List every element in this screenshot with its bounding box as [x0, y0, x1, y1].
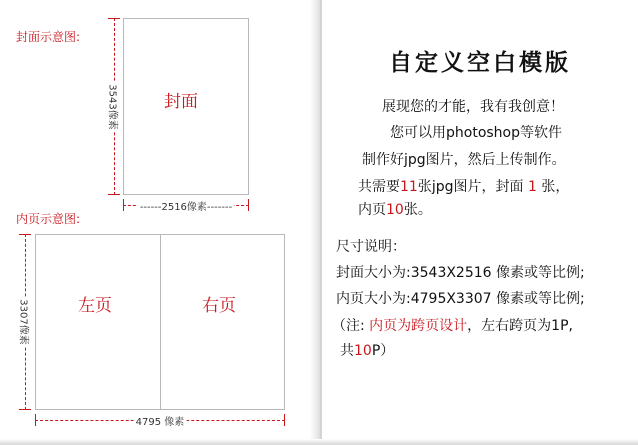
total-pages-line — [340, 340, 394, 360]
inner-right-page-text: 右页 — [202, 296, 236, 316]
note-line — [332, 315, 573, 335]
total-image-count: 11 — [400, 179, 418, 195]
spread-design-note: 内页为跨页设计 — [369, 318, 468, 334]
need-mid: 张jpg图片，封面 — [417, 179, 528, 195]
total-page-count: 10 — [354, 343, 372, 359]
cover-height-label: 3543像素 — [107, 82, 122, 131]
need-prefix: 共需要 — [358, 179, 400, 195]
intro-line-3: 制作好jpg图片，然后上传制作。 — [362, 152, 566, 168]
intro-line-1: 展现您的才能，我有我创意！ — [382, 99, 564, 115]
cover-count: 1 — [527, 179, 537, 195]
cover-width-dimension — [123, 199, 249, 211]
intro-line-2: 您可以用photoshop等软件 — [390, 125, 562, 141]
cover-width-label: ------2516像素------- — [138, 198, 234, 213]
cover-sheet — [123, 18, 249, 195]
page-bottom-edge — [0, 439, 638, 445]
size-heading: 尺寸说明： — [336, 239, 406, 255]
inner-count-line — [358, 199, 432, 219]
inner-diagram-label: 内页示意图: — [16, 212, 81, 226]
right-page — [322, 0, 638, 445]
inner-height-label: 3307像素 — [18, 297, 33, 346]
inner-size-line: 内页大小为:4795X3307 像素或等比例; — [336, 291, 585, 307]
total-suffix: P） — [371, 343, 395, 359]
template-title: 自定义空白模版 — [389, 50, 571, 76]
inner-width-dimension — [35, 414, 285, 426]
spread-fold-line — [160, 235, 161, 409]
total-prefix: 共 — [340, 343, 354, 359]
inner-count: 10 — [386, 202, 404, 218]
cover-height-dimension — [108, 18, 120, 195]
inner-left-page-text: 左页 — [78, 296, 112, 316]
cover-sheet-text: 封面 — [164, 92, 198, 112]
cover-diagram-label: 封面示意图: — [16, 30, 81, 44]
note-suffix: ，左右跨页为1P, — [467, 318, 573, 334]
note-prefix: （注: — [332, 318, 370, 334]
need-suffix: 张， — [536, 179, 570, 195]
inner-prefix: 内页 — [358, 202, 386, 218]
inner-width-label: 4795 像素 — [134, 413, 187, 428]
inner-suffix: 张。 — [403, 202, 432, 218]
cover-size-line: 封面大小为:3543X2516 像素或等比例; — [336, 265, 585, 281]
image-count-line — [358, 176, 569, 196]
inner-spread-sheet — [35, 234, 285, 410]
inner-height-dimension — [19, 234, 31, 410]
